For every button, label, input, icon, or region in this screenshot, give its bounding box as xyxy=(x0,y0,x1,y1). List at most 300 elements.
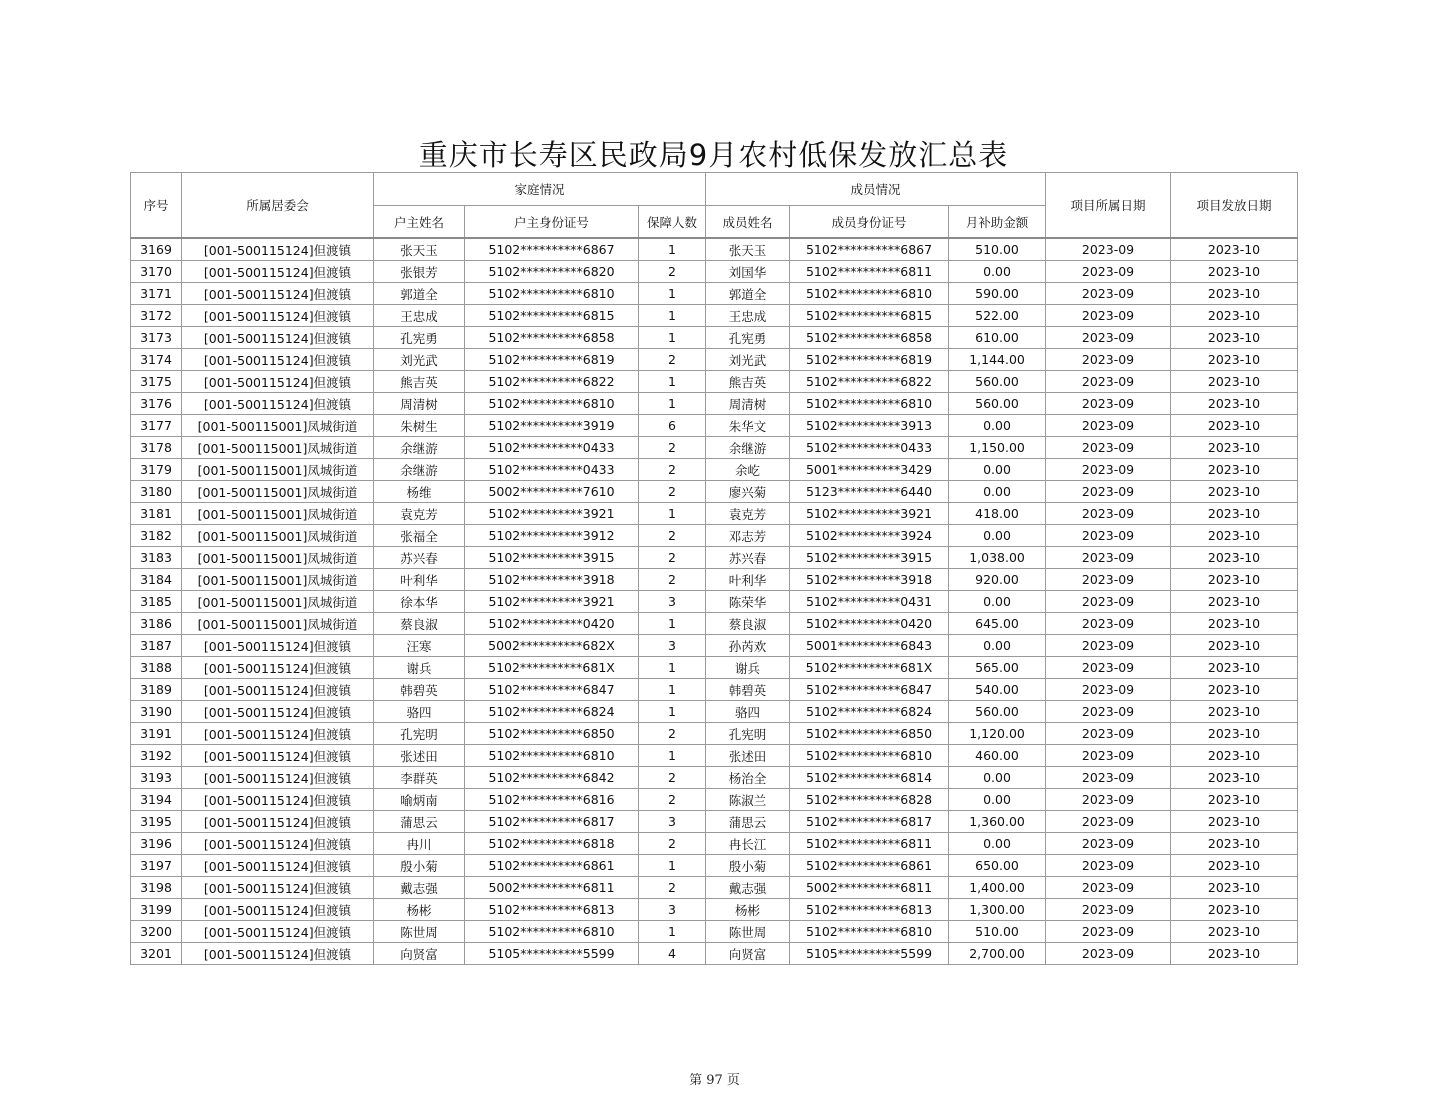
header-count: 保障人数 xyxy=(639,206,706,239)
member-name-cell: 韩碧英 xyxy=(706,679,790,701)
header-head-name: 户主姓名 xyxy=(374,206,465,239)
count-cell: 1 xyxy=(639,305,706,327)
member-id-cell: 5102**********6822 xyxy=(790,371,949,393)
header-project-date: 项目所属日期 xyxy=(1046,173,1171,239)
seq-cell: 3193 xyxy=(131,767,182,789)
head-name-cell: 张天玉 xyxy=(374,238,465,261)
member-name-cell: 朱华文 xyxy=(706,415,790,437)
seq-cell: 3196 xyxy=(131,833,182,855)
project-date-cell: 2023-09 xyxy=(1046,833,1171,855)
amount-cell: 0.00 xyxy=(949,261,1046,283)
member-id-cell: 5102**********6858 xyxy=(790,327,949,349)
seq-cell: 3178 xyxy=(131,437,182,459)
member-name-cell: 廖兴菊 xyxy=(706,481,790,503)
table-row xyxy=(131,767,1298,789)
member-name-cell: 向贤富 xyxy=(706,943,790,965)
table-row xyxy=(131,789,1298,811)
seq-cell: 3176 xyxy=(131,393,182,415)
member-name-cell: 冉长江 xyxy=(706,833,790,855)
head-name-cell: 叶利华 xyxy=(374,569,465,591)
member-name-cell: 郭道全 xyxy=(706,283,790,305)
table-row xyxy=(131,569,1298,591)
count-cell: 6 xyxy=(639,415,706,437)
head-name-cell: 韩碧英 xyxy=(374,679,465,701)
head-id-cell: 5102**********681X xyxy=(465,657,639,679)
project-date-cell: 2023-09 xyxy=(1046,283,1171,305)
seq-cell: 3183 xyxy=(131,547,182,569)
project-date-cell: 2023-09 xyxy=(1046,789,1171,811)
head-id-cell: 5102**********6815 xyxy=(465,305,639,327)
head-name-cell: 熊吉英 xyxy=(374,371,465,393)
amount-cell: 590.00 xyxy=(949,283,1046,305)
member-id-cell: 5102**********6850 xyxy=(790,723,949,745)
committee-cell: [001-500115124]但渡镇 xyxy=(182,635,374,657)
committee-cell: [001-500115001]凤城街道 xyxy=(182,569,374,591)
member-id-cell: 5102**********6828 xyxy=(790,789,949,811)
head-id-cell: 5102**********6810 xyxy=(465,283,639,305)
header-member-group: 成员情况 xyxy=(706,173,1046,206)
amount-cell: 610.00 xyxy=(949,327,1046,349)
seq-cell: 3200 xyxy=(131,921,182,943)
head-id-cell: 5002**********7610 xyxy=(465,481,639,503)
head-id-cell: 5102**********6824 xyxy=(465,701,639,723)
amount-cell: 0.00 xyxy=(949,481,1046,503)
table-row xyxy=(131,943,1298,965)
issue-date-cell: 2023-10 xyxy=(1171,591,1298,613)
seq-cell: 3179 xyxy=(131,459,182,481)
seq-cell: 3188 xyxy=(131,657,182,679)
head-id-cell: 5102**********0433 xyxy=(465,437,639,459)
count-cell: 1 xyxy=(639,238,706,261)
table-row xyxy=(131,547,1298,569)
seq-cell: 3171 xyxy=(131,283,182,305)
member-name-cell: 杨彬 xyxy=(706,899,790,921)
head-id-cell: 5102**********6810 xyxy=(465,921,639,943)
member-name-cell: 孔宪勇 xyxy=(706,327,790,349)
count-cell: 2 xyxy=(639,723,706,745)
seq-cell: 3195 xyxy=(131,811,182,833)
project-date-cell: 2023-09 xyxy=(1046,943,1171,965)
issue-date-cell: 2023-10 xyxy=(1171,745,1298,767)
issue-date-cell: 2023-10 xyxy=(1171,547,1298,569)
amount-cell: 2,700.00 xyxy=(949,943,1046,965)
member-id-cell: 5102**********6847 xyxy=(790,679,949,701)
issue-date-cell: 2023-10 xyxy=(1171,943,1298,965)
header-issue-date: 项目发放日期 xyxy=(1171,173,1298,239)
amount-cell: 0.00 xyxy=(949,833,1046,855)
committee-cell: [001-500115001]凤城街道 xyxy=(182,459,374,481)
amount-cell: 0.00 xyxy=(949,459,1046,481)
header-member-id: 成员身份证号 xyxy=(790,206,949,239)
committee-cell: [001-500115124]但渡镇 xyxy=(182,877,374,899)
committee-cell: [001-500115001]凤城街道 xyxy=(182,547,374,569)
table-row xyxy=(131,349,1298,371)
project-date-cell: 2023-09 xyxy=(1046,701,1171,723)
member-name-cell: 杨治全 xyxy=(706,767,790,789)
head-name-cell: 张述田 xyxy=(374,745,465,767)
committee-cell: [001-500115001]凤城街道 xyxy=(182,503,374,525)
project-date-cell: 2023-09 xyxy=(1046,503,1171,525)
committee-cell: [001-500115124]但渡镇 xyxy=(182,943,374,965)
project-date-cell: 2023-09 xyxy=(1046,877,1171,899)
amount-cell: 1,300.00 xyxy=(949,899,1046,921)
committee-cell: [001-500115124]但渡镇 xyxy=(182,238,374,261)
table-row xyxy=(131,811,1298,833)
member-id-cell: 5102**********6810 xyxy=(790,921,949,943)
head-id-cell: 5102**********3918 xyxy=(465,569,639,591)
head-id-cell: 5102**********6847 xyxy=(465,679,639,701)
member-name-cell: 戴志强 xyxy=(706,877,790,899)
table-row xyxy=(131,921,1298,943)
issue-date-cell: 2023-10 xyxy=(1171,327,1298,349)
committee-cell: [001-500115124]但渡镇 xyxy=(182,789,374,811)
table-row xyxy=(131,877,1298,899)
committee-cell: [001-500115001]凤城街道 xyxy=(182,481,374,503)
amount-cell: 1,144.00 xyxy=(949,349,1046,371)
table-row xyxy=(131,525,1298,547)
project-date-cell: 2023-09 xyxy=(1046,657,1171,679)
seq-cell: 3187 xyxy=(131,635,182,657)
issue-date-cell: 2023-10 xyxy=(1171,679,1298,701)
head-id-cell: 5102**********6817 xyxy=(465,811,639,833)
head-id-cell: 5002**********682X xyxy=(465,635,639,657)
header-seq: 序号 xyxy=(131,173,182,239)
head-id-cell: 5102**********6816 xyxy=(465,789,639,811)
count-cell: 2 xyxy=(639,569,706,591)
head-id-cell: 5102**********0433 xyxy=(465,459,639,481)
member-id-cell: 5102**********6815 xyxy=(790,305,949,327)
project-date-cell: 2023-09 xyxy=(1046,261,1171,283)
project-date-cell: 2023-09 xyxy=(1046,547,1171,569)
table-row xyxy=(131,327,1298,349)
project-date-cell: 2023-09 xyxy=(1046,613,1171,635)
issue-date-cell: 2023-10 xyxy=(1171,459,1298,481)
project-date-cell: 2023-09 xyxy=(1046,327,1171,349)
member-id-cell: 5102**********3924 xyxy=(790,525,949,547)
count-cell: 2 xyxy=(639,459,706,481)
member-name-cell: 陈荣华 xyxy=(706,591,790,613)
member-name-cell: 王忠成 xyxy=(706,305,790,327)
count-cell: 3 xyxy=(639,899,706,921)
amount-cell: 0.00 xyxy=(949,525,1046,547)
committee-cell: [001-500115124]但渡镇 xyxy=(182,833,374,855)
member-name-cell: 苏兴春 xyxy=(706,547,790,569)
table-row xyxy=(131,393,1298,415)
count-cell: 2 xyxy=(639,547,706,569)
project-date-cell: 2023-09 xyxy=(1046,723,1171,745)
issue-date-cell: 2023-10 xyxy=(1171,789,1298,811)
committee-cell: [001-500115124]但渡镇 xyxy=(182,349,374,371)
amount-cell: 560.00 xyxy=(949,371,1046,393)
committee-cell: [001-500115124]但渡镇 xyxy=(182,745,374,767)
head-name-cell: 骆四 xyxy=(374,701,465,723)
member-id-cell: 5102**********6811 xyxy=(790,833,949,855)
count-cell: 2 xyxy=(639,349,706,371)
head-id-cell: 5102**********3921 xyxy=(465,591,639,613)
member-id-cell: 5102**********3913 xyxy=(790,415,949,437)
amount-cell: 510.00 xyxy=(949,921,1046,943)
head-name-cell: 谢兵 xyxy=(374,657,465,679)
issue-date-cell: 2023-10 xyxy=(1171,877,1298,899)
committee-cell: [001-500115001]凤城街道 xyxy=(182,415,374,437)
head-name-cell: 徐本华 xyxy=(374,591,465,613)
seq-cell: 3199 xyxy=(131,899,182,921)
issue-date-cell: 2023-10 xyxy=(1171,437,1298,459)
table-row xyxy=(131,745,1298,767)
project-date-cell: 2023-09 xyxy=(1046,459,1171,481)
committee-cell: [001-500115124]但渡镇 xyxy=(182,261,374,283)
member-name-cell: 陈世周 xyxy=(706,921,790,943)
member-name-cell: 张天玉 xyxy=(706,238,790,261)
amount-cell: 565.00 xyxy=(949,657,1046,679)
committee-cell: [001-500115124]但渡镇 xyxy=(182,327,374,349)
head-id-cell: 5102**********3919 xyxy=(465,415,639,437)
count-cell: 1 xyxy=(639,613,706,635)
seq-cell: 3186 xyxy=(131,613,182,635)
amount-cell: 0.00 xyxy=(949,789,1046,811)
head-name-cell: 周清树 xyxy=(374,393,465,415)
project-date-cell: 2023-09 xyxy=(1046,745,1171,767)
count-cell: 1 xyxy=(639,393,706,415)
seq-cell: 3191 xyxy=(131,723,182,745)
project-date-cell: 2023-09 xyxy=(1046,238,1171,261)
project-date-cell: 2023-09 xyxy=(1046,591,1171,613)
project-date-cell: 2023-09 xyxy=(1046,569,1171,591)
head-name-cell: 蒲思云 xyxy=(374,811,465,833)
amount-cell: 418.00 xyxy=(949,503,1046,525)
head-id-cell: 5102**********3912 xyxy=(465,525,639,547)
count-cell: 3 xyxy=(639,591,706,613)
head-name-cell: 冉川 xyxy=(374,833,465,855)
head-id-cell: 5102**********6822 xyxy=(465,371,639,393)
count-cell: 1 xyxy=(639,679,706,701)
issue-date-cell: 2023-10 xyxy=(1171,415,1298,437)
head-name-cell: 汪寒 xyxy=(374,635,465,657)
amount-cell: 560.00 xyxy=(949,393,1046,415)
count-cell: 2 xyxy=(639,261,706,283)
table-row xyxy=(131,899,1298,921)
amount-cell: 510.00 xyxy=(949,238,1046,261)
head-id-cell: 5102**********3921 xyxy=(465,503,639,525)
member-name-cell: 叶利华 xyxy=(706,569,790,591)
table-row xyxy=(131,415,1298,437)
member-id-cell: 5105**********5599 xyxy=(790,943,949,965)
head-id-cell: 5102**********6867 xyxy=(465,238,639,261)
seq-cell: 3192 xyxy=(131,745,182,767)
committee-cell: [001-500115124]但渡镇 xyxy=(182,767,374,789)
member-id-cell: 5102**********3921 xyxy=(790,503,949,525)
table-row xyxy=(131,437,1298,459)
seq-cell: 3180 xyxy=(131,481,182,503)
member-id-cell: 5102**********6810 xyxy=(790,283,949,305)
table-header xyxy=(131,173,1298,239)
head-id-cell: 5102**********6850 xyxy=(465,723,639,745)
member-name-cell: 殷小菊 xyxy=(706,855,790,877)
project-date-cell: 2023-09 xyxy=(1046,811,1171,833)
head-name-cell: 刘光武 xyxy=(374,349,465,371)
member-name-cell: 张述田 xyxy=(706,745,790,767)
count-cell: 1 xyxy=(639,503,706,525)
seq-cell: 3177 xyxy=(131,415,182,437)
head-name-cell: 孔宪明 xyxy=(374,723,465,745)
amount-cell: 645.00 xyxy=(949,613,1046,635)
committee-cell: [001-500115124]但渡镇 xyxy=(182,657,374,679)
project-date-cell: 2023-09 xyxy=(1046,371,1171,393)
member-id-cell: 5102**********681X xyxy=(790,657,949,679)
member-id-cell: 5001**********3429 xyxy=(790,459,949,481)
header-member-name: 成员姓名 xyxy=(706,206,790,239)
head-id-cell: 5102**********6861 xyxy=(465,855,639,877)
seq-cell: 3170 xyxy=(131,261,182,283)
table-row xyxy=(131,481,1298,503)
issue-date-cell: 2023-10 xyxy=(1171,899,1298,921)
relief-summary-table xyxy=(130,172,1298,965)
member-id-cell: 5102**********3918 xyxy=(790,569,949,591)
member-name-cell: 孙芮欢 xyxy=(706,635,790,657)
table-row xyxy=(131,591,1298,613)
member-name-cell: 周清树 xyxy=(706,393,790,415)
count-cell: 2 xyxy=(639,767,706,789)
count-cell: 2 xyxy=(639,877,706,899)
head-id-cell: 5102**********6813 xyxy=(465,899,639,921)
head-id-cell: 5102**********6810 xyxy=(465,745,639,767)
issue-date-cell: 2023-10 xyxy=(1171,855,1298,877)
table-row xyxy=(131,283,1298,305)
count-cell: 1 xyxy=(639,701,706,723)
project-date-cell: 2023-09 xyxy=(1046,767,1171,789)
table-row xyxy=(131,635,1298,657)
seq-cell: 3172 xyxy=(131,305,182,327)
issue-date-cell: 2023-10 xyxy=(1171,921,1298,943)
committee-cell: [001-500115124]但渡镇 xyxy=(182,921,374,943)
member-id-cell: 5102**********6861 xyxy=(790,855,949,877)
committee-cell: [001-500115124]但渡镇 xyxy=(182,371,374,393)
committee-cell: [001-500115124]但渡镇 xyxy=(182,723,374,745)
member-id-cell: 5102**********6811 xyxy=(790,261,949,283)
issue-date-cell: 2023-10 xyxy=(1171,657,1298,679)
seq-cell: 3181 xyxy=(131,503,182,525)
amount-cell: 1,400.00 xyxy=(949,877,1046,899)
seq-cell: 3173 xyxy=(131,327,182,349)
issue-date-cell: 2023-10 xyxy=(1171,525,1298,547)
head-name-cell: 余继游 xyxy=(374,459,465,481)
issue-date-cell: 2023-10 xyxy=(1171,238,1298,261)
member-name-cell: 刘光武 xyxy=(706,349,790,371)
seq-cell: 3190 xyxy=(131,701,182,723)
head-name-cell: 张银芳 xyxy=(374,261,465,283)
issue-date-cell: 2023-10 xyxy=(1171,283,1298,305)
committee-cell: [001-500115124]但渡镇 xyxy=(182,899,374,921)
table-row xyxy=(131,833,1298,855)
head-id-cell: 5105**********5599 xyxy=(465,943,639,965)
head-id-cell: 5102**********6858 xyxy=(465,327,639,349)
table-row xyxy=(131,613,1298,635)
committee-cell: [001-500115124]但渡镇 xyxy=(182,701,374,723)
amount-cell: 1,038.00 xyxy=(949,547,1046,569)
head-name-cell: 王忠成 xyxy=(374,305,465,327)
member-id-cell: 5102**********6824 xyxy=(790,701,949,723)
issue-date-cell: 2023-10 xyxy=(1171,635,1298,657)
seq-cell: 3185 xyxy=(131,591,182,613)
head-id-cell: 5102**********6818 xyxy=(465,833,639,855)
project-date-cell: 2023-09 xyxy=(1046,481,1171,503)
amount-cell: 0.00 xyxy=(949,591,1046,613)
member-name-cell: 陈淑兰 xyxy=(706,789,790,811)
head-name-cell: 陈世周 xyxy=(374,921,465,943)
count-cell: 1 xyxy=(639,921,706,943)
amount-cell: 0.00 xyxy=(949,415,1046,437)
head-id-cell: 5102**********6819 xyxy=(465,349,639,371)
head-id-cell: 5102**********3915 xyxy=(465,547,639,569)
committee-cell: [001-500115001]凤城街道 xyxy=(182,437,374,459)
issue-date-cell: 2023-10 xyxy=(1171,261,1298,283)
issue-date-cell: 2023-10 xyxy=(1171,833,1298,855)
table-body xyxy=(131,238,1298,965)
member-id-cell: 5102**********3915 xyxy=(790,547,949,569)
seq-cell: 3198 xyxy=(131,877,182,899)
committee-cell: [001-500115124]但渡镇 xyxy=(182,811,374,833)
committee-cell: [001-500115124]但渡镇 xyxy=(182,283,374,305)
member-id-cell: 5102**********6817 xyxy=(790,811,949,833)
count-cell: 2 xyxy=(639,525,706,547)
project-date-cell: 2023-09 xyxy=(1046,349,1171,371)
member-name-cell: 谢兵 xyxy=(706,657,790,679)
member-id-cell: 5102**********0431 xyxy=(790,591,949,613)
committee-cell: [001-500115124]但渡镇 xyxy=(182,393,374,415)
project-date-cell: 2023-09 xyxy=(1046,437,1171,459)
issue-date-cell: 2023-10 xyxy=(1171,723,1298,745)
project-date-cell: 2023-09 xyxy=(1046,525,1171,547)
header-amount: 月补助金额 xyxy=(949,206,1046,239)
member-id-cell: 5102**********6810 xyxy=(790,393,949,415)
member-name-cell: 孔宪明 xyxy=(706,723,790,745)
committee-cell: [001-500115001]凤城街道 xyxy=(182,613,374,635)
amount-cell: 0.00 xyxy=(949,767,1046,789)
project-date-cell: 2023-09 xyxy=(1046,855,1171,877)
count-cell: 1 xyxy=(639,327,706,349)
head-name-cell: 杨维 xyxy=(374,481,465,503)
amount-cell: 460.00 xyxy=(949,745,1046,767)
project-date-cell: 2023-09 xyxy=(1046,393,1171,415)
table-row xyxy=(131,701,1298,723)
member-id-cell: 5001**********6843 xyxy=(790,635,949,657)
committee-cell: [001-500115001]凤城街道 xyxy=(182,591,374,613)
seq-cell: 3189 xyxy=(131,679,182,701)
head-id-cell: 5102**********6810 xyxy=(465,393,639,415)
member-id-cell: 5102**********6813 xyxy=(790,899,949,921)
issue-date-cell: 2023-10 xyxy=(1171,767,1298,789)
amount-cell: 920.00 xyxy=(949,569,1046,591)
member-id-cell: 5102**********6810 xyxy=(790,745,949,767)
member-id-cell: 5002**********6811 xyxy=(790,877,949,899)
head-id-cell: 5102**********6820 xyxy=(465,261,639,283)
issue-date-cell: 2023-10 xyxy=(1171,613,1298,635)
head-name-cell: 郭道全 xyxy=(374,283,465,305)
amount-cell: 1,150.00 xyxy=(949,437,1046,459)
member-name-cell: 蒲思云 xyxy=(706,811,790,833)
head-id-cell: 5002**********6811 xyxy=(465,877,639,899)
project-date-cell: 2023-09 xyxy=(1046,679,1171,701)
issue-date-cell: 2023-10 xyxy=(1171,811,1298,833)
count-cell: 1 xyxy=(639,283,706,305)
member-name-cell: 骆四 xyxy=(706,701,790,723)
committee-cell: [001-500115124]但渡镇 xyxy=(182,679,374,701)
head-name-cell: 杨彬 xyxy=(374,899,465,921)
committee-cell: [001-500115124]但渡镇 xyxy=(182,855,374,877)
amount-cell: 540.00 xyxy=(949,679,1046,701)
count-cell: 1 xyxy=(639,855,706,877)
head-name-cell: 向贤富 xyxy=(374,943,465,965)
